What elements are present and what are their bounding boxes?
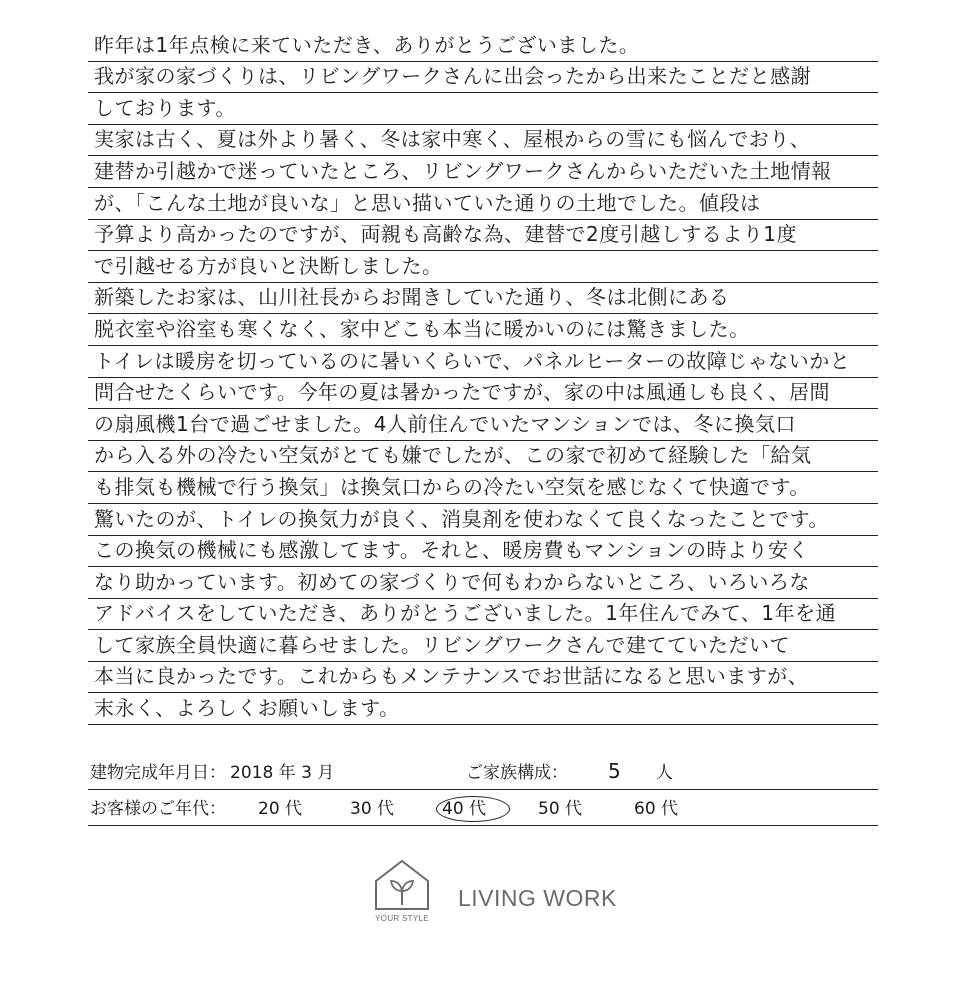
letter-line-text: 脱衣室や浴室も寒くなく、家中どこも本当に暖かいのには驚きました。 [94, 316, 750, 341]
completion-date-value: 2018 年 3 月 [230, 763, 335, 783]
letter-line-text: も排気も機械で行う換気」は換気口からの冷たい空気を感じなくて快適です。 [94, 474, 810, 499]
letter-line [88, 62, 878, 94]
age-label: お客様のご年代： [90, 799, 226, 819]
logo-brand: LIVING WORK [458, 885, 617, 911]
age-option-20: 20 代 [258, 799, 303, 819]
letter-line-text: しております。 [94, 95, 236, 120]
letter-line [88, 409, 878, 441]
letter-line [88, 662, 878, 694]
completion-date-label: 建物完成年月日： [90, 763, 226, 783]
house-sprout-icon [370, 855, 434, 913]
logo-tagline: YOUR STYLE [375, 914, 429, 923]
letter-line [88, 314, 878, 346]
letter-line-text: が、「こんな土地が良いな」と思い描いていた通りの土地でした。値段は [94, 190, 761, 215]
age-option-50: 50 代 [538, 799, 583, 819]
letter-line [88, 378, 878, 410]
age-option-60: 60 代 [634, 799, 679, 819]
letter-line-text: 我が家の家づくりは、リビングワークさんに出会ったから出来たことだと感謝 [94, 64, 812, 89]
age-option-40: 40 代 [442, 799, 487, 819]
letter-line [88, 346, 878, 378]
letter-line-text: 本当に良かったです。これからもメンテナンスでお世話になると思いますが、 [94, 664, 809, 689]
letter-line [88, 441, 878, 473]
letter-line [88, 536, 878, 568]
letter-line [88, 93, 878, 125]
letter-line [88, 188, 878, 220]
letter-line-text: 驚いたのが、トイレの換気力が良く、消臭剤を使わなくて良くなったことです。 [94, 506, 829, 531]
letter-line-text: 末永く、よろしくお願いします。 [94, 696, 400, 721]
letter-line-text: アドバイスをしていただき、ありがとうございました。1年住んでみて、1年を通 [94, 601, 837, 626]
letter-line-text: 昨年は1年点検に来ていただき、ありがとうございました。 [94, 32, 640, 57]
letter-line-text: 新築したお家は、山川社長からお聞きしていた通り、冬は北側にある [94, 285, 730, 310]
letter-line [88, 472, 878, 504]
letter-line-text: から入る外の冷たい空気がとても嫌でしたが、この家で初めて経験した「給気 [94, 443, 812, 468]
letter-line-text: で引越せる方が良いと決断しました。 [94, 253, 443, 278]
letter-line-text: して家族全員快適に暮らせました。リビングワークさんで建てていただいて [94, 632, 790, 657]
letter-line [88, 30, 878, 62]
family-unit: 人 [656, 763, 673, 783]
letter-line-text: 予算より高かったのですが、両親も高齢な為、建替で2度引越しするより1度 [94, 222, 797, 247]
age-option-30: 30 代 [350, 799, 395, 819]
handwritten-letter [88, 30, 878, 725]
letter-line-text: なり助かっています。初めての家づくりで何もわからないところ、いろいろな [94, 569, 810, 594]
letter-line-text: 実家は古く、夏は外より暑く、冬は家中寒く、屋根からの雪にも悩んでおり、 [94, 127, 811, 152]
letter-line-text: 建替か引越かで迷っていたところ、リビングワークさんからいただいた土地情報 [94, 158, 832, 183]
letter-line [88, 220, 878, 252]
letter-line-text: この換気の機械にも感激してます。それと、暖房費もマンションの時より安く [94, 538, 809, 563]
letter-line [88, 504, 878, 536]
letter-line [88, 693, 878, 725]
letter-line [88, 599, 878, 631]
letter-line [88, 283, 878, 315]
letter-line-text: 問合せたくらいです。今年の夏は暑かったですが、家の中は風通しも良く、居間 [94, 380, 830, 405]
letter-line [88, 125, 878, 157]
family-count: 5 [608, 759, 621, 783]
letter-line-text: トイレは暖房を切っているのに暑いくらいで、パネルヒーターの故障じゃないかと [94, 348, 851, 373]
completion-family-row [88, 756, 878, 790]
age-row [88, 792, 878, 826]
letter-line-text: の扇風機1台で過ごせました。4人前住んでいたマンションでは、冬に換気口 [94, 411, 797, 436]
living-work-logo [370, 855, 630, 925]
letter-line [88, 156, 878, 188]
family-composition-label: ご家族構成： [466, 763, 568, 783]
letter-line [88, 567, 878, 599]
letter-line [88, 251, 878, 283]
letter-line [88, 630, 878, 662]
